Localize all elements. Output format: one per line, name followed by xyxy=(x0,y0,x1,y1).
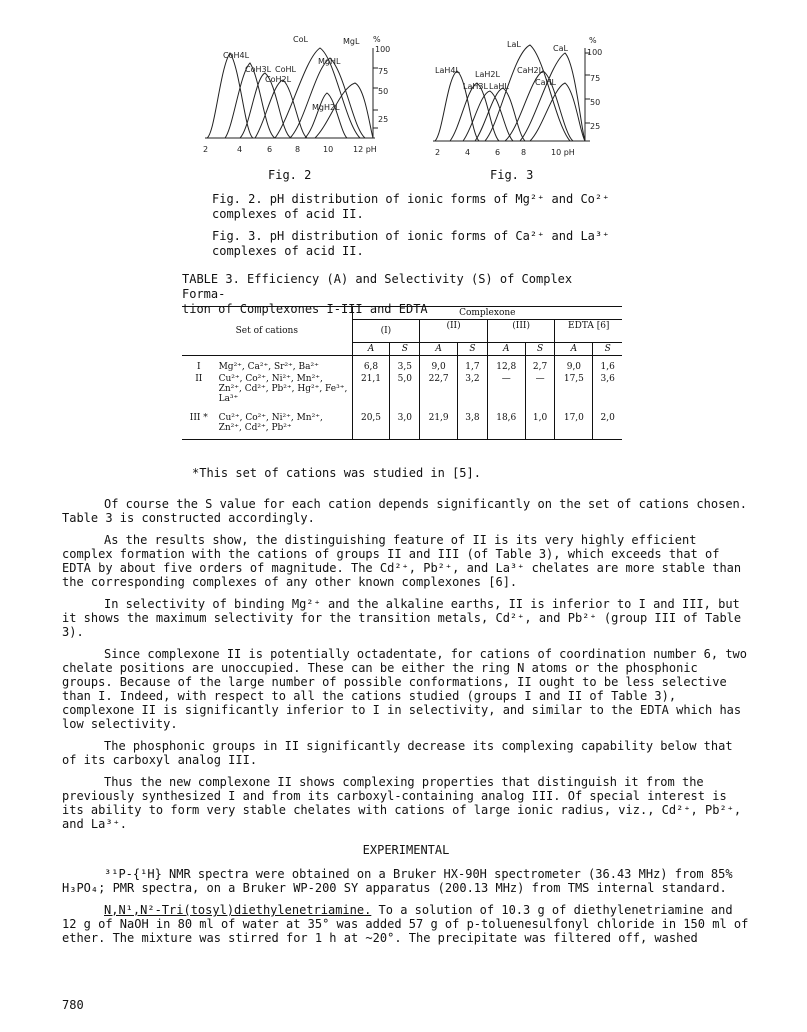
row-value: 21,1 xyxy=(352,373,390,405)
fig2-curve-label: CoH4L xyxy=(223,51,250,60)
row-value: 3,6 xyxy=(593,373,622,405)
fig2-x-tick: 12 pH xyxy=(353,145,377,154)
sub-header: S xyxy=(458,343,488,356)
fig2-x-tick: 10 xyxy=(323,145,334,154)
fig3-curve-label: LaH2L xyxy=(475,70,500,79)
row-value: 5,0 xyxy=(390,373,420,405)
fig3-curve-label: LaH3L xyxy=(463,82,488,91)
sub-header: A xyxy=(487,343,525,356)
complexone-name: EDTA [6] xyxy=(555,320,622,343)
fig3-x-tick: 2 xyxy=(435,148,441,157)
row-id: III * xyxy=(189,413,208,423)
row-value: 18,6 xyxy=(487,405,525,440)
row-value: 17,5 xyxy=(555,373,593,405)
row-value: 21,9 xyxy=(420,405,458,440)
fig2-curve-label: CoH3L xyxy=(245,65,272,74)
fig2-caption: Fig. 2. pH distribution of ionic forms of Mg²⁺ and Co²⁺ complexes of acid II. xyxy=(212,192,610,221)
fig2-x-tick: 4 xyxy=(237,145,243,154)
row-value: 3,2 xyxy=(458,373,488,405)
fig2-x-tick: 8 xyxy=(295,145,301,154)
paragraph: Thus the new complexone II shows complexing properties that distinguish it from the previously synthesized I and from its carboxyl-containing analog III. Of special interest is its ability to form very stable chelates with cations of large ionic radius, viz., Cd²⁺, Pb²⁺, and La³⁺. xyxy=(62,775,742,831)
fig2-y-tick: 100 xyxy=(375,45,391,54)
fig3-curve-label: LaL xyxy=(507,40,521,49)
table-3 xyxy=(182,306,622,440)
fig3-y-tick: 75 xyxy=(590,74,601,83)
fig3-y-tick: 25 xyxy=(590,122,601,131)
fig2-curve-label: MgHL xyxy=(318,57,341,66)
fig3-curve-label: LaH4L xyxy=(435,66,460,75)
row-value: 17,0 xyxy=(555,405,593,440)
fig3-x-tick: 4 xyxy=(465,148,471,157)
complexone-header: Complexone xyxy=(352,307,622,320)
paragraph-text: To a solution of 10.3 g of diethylenetriamine and 12 g of NaOH in 80 ml of water at 35° was added 57 g of p-toluenesulfonyl chloride in 150 ml of ether. The mixture was stirred for 1 h at ~20°. The precipitate was filtered off, washed xyxy=(62,903,749,945)
fig3-label: Fig. 3 xyxy=(490,168,534,182)
row-value: 1,7 xyxy=(458,356,488,374)
fig2-y-tick: % xyxy=(373,35,381,44)
table-row xyxy=(182,405,622,440)
paragraph: In selectivity of binding Mg²⁺ and the alkaline earths, II is inferior to I and III, but it shows the maximum selectivity for the transition metals, Cd²⁺, and Pb²⁺ (group III of Table 3). xyxy=(62,597,742,639)
fig2-curve-label: MgL xyxy=(343,37,360,46)
row-value: 20,5 xyxy=(352,405,390,440)
sub-header: A xyxy=(420,343,458,356)
fig2-y-tick: 25 xyxy=(378,115,389,124)
table-row xyxy=(182,356,622,374)
fig3-curve-label: LaHL xyxy=(489,82,509,91)
fig2-curve-label: CoHL xyxy=(275,65,296,74)
section-heading: EXPERIMENTAL xyxy=(362,843,450,857)
sub-header: A xyxy=(352,343,390,356)
row-value: 3,8 xyxy=(458,405,488,440)
table-row xyxy=(182,373,622,405)
row-id: II xyxy=(195,374,203,384)
fig2-curve-label: MgH2L xyxy=(312,103,340,112)
row-value: — xyxy=(525,373,555,405)
row-cations: Cu²⁺, Co²⁺, Ni²⁺, Mn²⁺, Zn²⁺, Cd²⁺, Pb²⁺ xyxy=(218,413,323,433)
fig3-x-tick: 10 pH xyxy=(551,148,575,157)
set-of-cations-header: Set of cations xyxy=(182,307,352,356)
row-value: 1,6 xyxy=(593,356,622,374)
row-value: — xyxy=(487,373,525,405)
fig2-curve-label: CoL xyxy=(293,35,308,44)
fig3-y-tick: 100 xyxy=(587,48,603,57)
row-cations: Cu²⁺, Co²⁺, Ni²⁺, Mn²⁺, Zn²⁺, Cd²⁺, Pb²⁺, Hg²⁺, Fe³⁺, La³⁺ xyxy=(218,374,348,404)
paragraph: As the results show, the distinguishing feature of II is its very highly efficient complex formation with the cations of groups II and III (of Table 3), which exceeds that of EDTA by about five orders of magnitude. The Cd²⁺, Pb²⁺, and La³⁺ chelates are more stable than the corresponding complexes of any other known complexones [6]. xyxy=(62,533,742,589)
page-number: 780 xyxy=(62,998,84,1012)
fig3-curve-label: CaHL xyxy=(535,78,556,87)
paragraph: ³¹P-{¹H} NMR spectra were obtained on a Bruker HX-90H spectrometer (36.43 MHz) from 85% H₃PO₄; PMR spectra, on a Bruker WP-200 SY apparatus (200.13 MHz) from TMS internal standard. xyxy=(62,867,733,895)
complexone-name: (III) xyxy=(487,320,555,343)
row-value: 22,7 xyxy=(420,373,458,405)
fig2-curve-label: CoH2L xyxy=(265,75,292,84)
paragraph xyxy=(62,903,750,945)
sub-header: S xyxy=(593,343,622,356)
fig2-label: Fig. 2 xyxy=(268,168,312,182)
complexone-name: (I) xyxy=(352,320,420,343)
figure-2 xyxy=(195,28,395,163)
row-value: 9,0 xyxy=(555,356,593,374)
fig3-caption: Fig. 3. pH distribution of ionic forms of Ca²⁺ and La³⁺ complexes of acid II. xyxy=(212,229,610,258)
complexone-name: (II) xyxy=(420,320,488,343)
row-value: 3,5 xyxy=(390,356,420,374)
sub-header: S xyxy=(525,343,555,356)
fig3-x-tick: 6 xyxy=(495,148,501,157)
sub-header: S xyxy=(390,343,420,356)
main-text xyxy=(62,497,750,953)
paragraph: The phosphonic groups in II significantly decrease its complexing capability below that of its carboxyl analog III. xyxy=(62,739,733,767)
row-value: 9,0 xyxy=(420,356,458,374)
fig3-x-tick: 8 xyxy=(521,148,527,157)
row-value: 1,0 xyxy=(525,405,555,440)
row-value: 12,8 xyxy=(487,356,525,374)
row-cations: Mg²⁺, Ca²⁺, Sr²⁺, Ba²⁺ xyxy=(218,362,319,372)
row-value: 2,0 xyxy=(593,405,622,440)
paragraph: Of course the S value for each cation depends significantly on the set of cations chosen. Table 3 is constructed accordingly. xyxy=(62,497,747,525)
fig2-x-tick: 6 xyxy=(267,145,273,154)
paragraph: Since complexone II is potentially octadentate, for cations of coordination number 6, two chelate positions are unoccupied. These can be either the ring N atoms or the phosphonic groups. Because of the large number of possible conformations, II ought to be less selective than I. Indeed, with respect to all the cations studied (groups I and II of Table 3), complexone II is significantly inferior to I in selectivity, and similar to the EDTA which has low selectivity. xyxy=(62,647,747,731)
row-value: 2,7 xyxy=(525,356,555,374)
compound-name: N,N¹,N²-Tri(tosyl)diethylenetriamine. xyxy=(104,903,372,917)
sub-header: A xyxy=(555,343,593,356)
fig3-curve-label: CaH2L xyxy=(517,66,544,75)
fig2-y-tick: 50 xyxy=(378,87,389,96)
fig3-curve-label: CaL xyxy=(553,44,568,53)
row-id: I xyxy=(197,362,201,372)
row-value: 6,8 xyxy=(352,356,390,374)
fig2-y-tick: 75 xyxy=(378,67,389,76)
table-footnote: *This set of cations was studied in [5]. xyxy=(192,466,481,480)
fig2-x-tick: 2 xyxy=(203,145,209,154)
figure-3 xyxy=(425,33,610,163)
table-title-line: TABLE 3. Efficiency (A) and Selectivity (S) of Complex Forma- xyxy=(182,272,573,301)
fig3-y-tick: % xyxy=(589,36,597,45)
row-value: 3,0 xyxy=(390,405,420,440)
fig3-y-tick: 50 xyxy=(590,98,601,107)
table-title-line: tion of Complexones I-III and EDTA xyxy=(182,302,428,316)
